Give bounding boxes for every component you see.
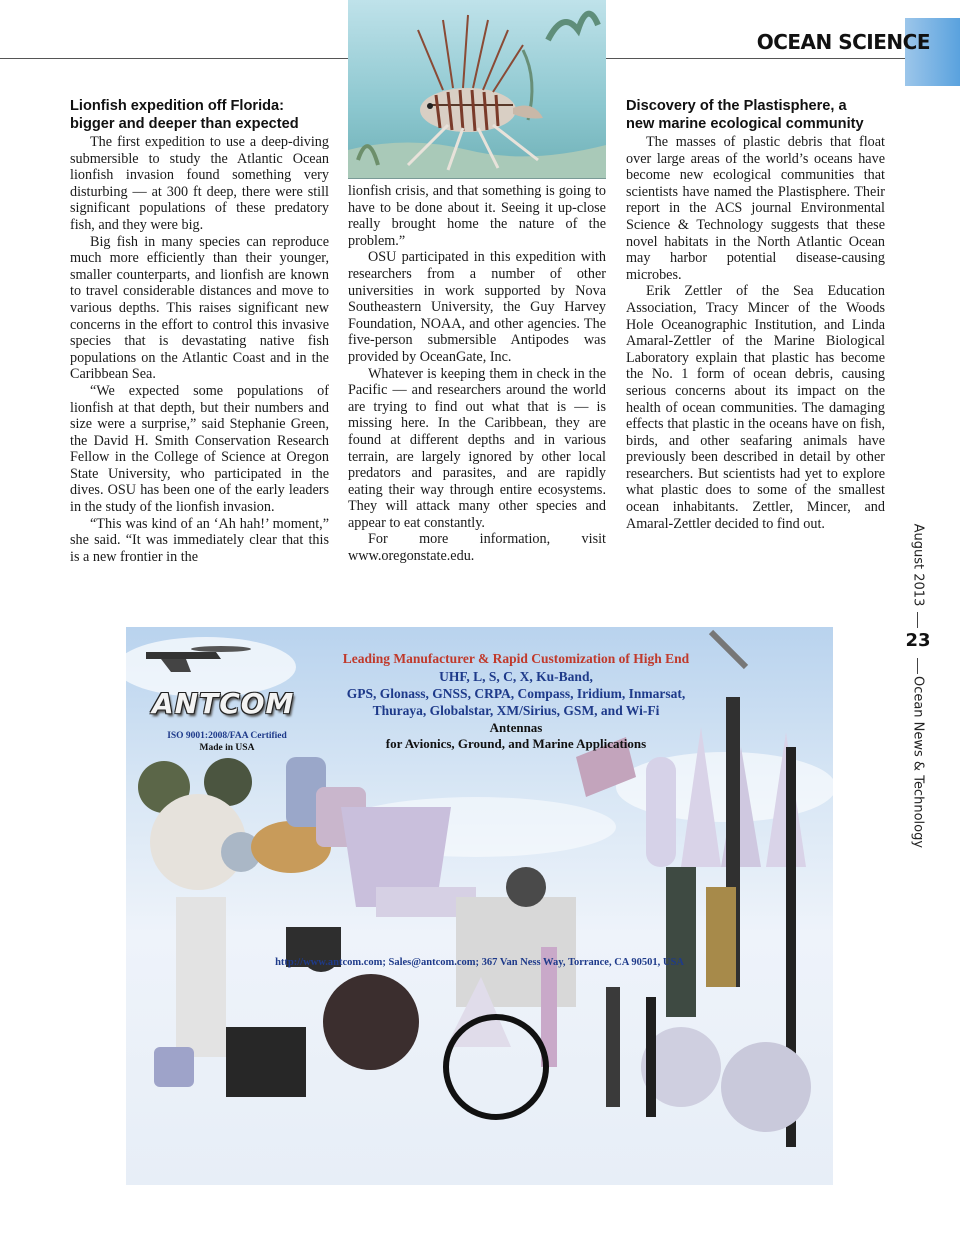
- headline-line: new marine ecological community: [626, 115, 864, 132]
- article-headline: [626, 98, 885, 133]
- lionfish-illustration: [348, 0, 606, 178]
- paragraph: Whatever is keeping them in check in the Pacific — and researchers around the world are trying to find out what that is — is missing here. In the Caribbean, they are found at different depths and in various terrain, are largely ignored by other local predators and parasites, and are rapidly eating their way through entire ecosystems. They will attack many other species and appear to eat constantly.: [348, 365, 606, 531]
- magazine-name: [907, 676, 929, 848]
- sidebar-rule: [917, 658, 918, 674]
- paragraph: “This was kind of an ‘Ah hah!’ moment,” she said. “It was immediately clear that this is a new frontier in the: [70, 515, 329, 565]
- headline-line: Lionfish expedition off Florida:: [70, 98, 285, 114]
- ad-applications: for Avionics, Ground, and Marine Applications: [385, 736, 647, 751]
- headline-line: Discovery of the Plastisphere, a: [626, 98, 847, 114]
- ad-contact-footer: http://www.antcom.com; Sales@antcom.com; 367 Van Ness Way, Torrance, CA 90501, USA: [275, 957, 684, 968]
- magazine-name-text: Ocean News & Technology: [910, 675, 926, 849]
- article-headline: [70, 98, 329, 133]
- ad-product-label: Antennas: [489, 720, 543, 735]
- article-plastisphere-column: [626, 98, 885, 532]
- ad-systems: GPS, Glonass, GNSS, CRPA, Compass, Iridium, Inmarsat,: [346, 686, 686, 701]
- ad-tagline: Leading Manufacturer & Rapid Customization of High End: [342, 651, 690, 666]
- section-label: OCEAN SCIENCE: [756, 30, 930, 54]
- issue-date-text: August 2013: [910, 523, 926, 607]
- paragraph: “We expected some populations of lionfish at that depth, but their numbers and size were a surprise,” said Stephanie Green, the David H. Smith Conservation Research Fellow in the College of Science at Oregon State University, who participated in the dives. OSU has been one of the early leaders in the study of the lionfish invasion.: [70, 382, 329, 516]
- issue-date: [907, 525, 929, 605]
- ad-bands: UHF, L, S, C, X, Ku-Band,: [439, 669, 593, 684]
- paragraph: The masses of plastic debris that float over large areas of the world’s oceans have become new ecological communities that scientists have named the Plastisphere. Their report in the ACS journal Environmental Science & Technology suggests that these novel habitats in the North Atlantic Ocean may harbor potential disease-causing microbes.: [626, 134, 885, 283]
- antcom-logo: ANTCOM: [152, 687, 295, 720]
- paragraph: The first expedition to use a deep-diving submersible to study the Atlantic Ocean lionfish invasion found something very disturbing — at 300 ft deep, there were still significant populations of these predatory fish, and they were big.: [70, 134, 329, 233]
- paragraph: lionfish crisis, and that something is going to have to be done about it. Seeing it up-close really brought home the nature of the problem.”: [348, 183, 606, 249]
- made-in-label: Made in USA: [199, 743, 255, 753]
- article-lionfish-column-2: [348, 183, 606, 565]
- sidebar-rule: [917, 612, 918, 628]
- lionfish-photo: [348, 0, 606, 179]
- antcom-advertisement: [126, 627, 833, 1185]
- paragraph: OSU participated in this expedition with researchers from a number of other universities in work supported by Nova Southeastern University, the Guy Harvey Foundation, NOAA, and other agencies. The five-person submersible Antipodes was provided by OceanGate, Inc.: [348, 249, 606, 365]
- article-lionfish-column-1: [70, 98, 329, 565]
- ad-systems-2: Thuraya, Globalstar, XM/Sirius, GSM, and Wi-Fi: [372, 703, 660, 718]
- paragraph: For more information, visit www.oregonstate.edu.: [348, 531, 606, 565]
- paragraph: Erik Zettler of the Sea Education Association, Tracy Mincer of the Woods Hole Oceanographic Institution, and Linda Amaral-Zettler of the Marine Biological Laboratory explain that plastic has become the No. 1 form of ocean debris, causing serious concerns about its impact on the health of ocean communities. The damaging effects that plastic in the oceans have on fish, birds, and other seafaring animals have previously been described in detail by other researchers. But scientists had yet to explore what plastic does to some of the smallest ocean inhabitants. Zettler, Mincer, and Amaral-Zettler decided to find out.: [626, 283, 885, 532]
- iso-certification: ISO 9001:2008/FAA Certified: [167, 731, 287, 741]
- headline-line: bigger and deeper than expected: [70, 115, 299, 132]
- paragraph: Big fish in many species can reproduce much more efficiently than their younger, smaller counterparts, and lionfish are known to travel considerable distances and move to various depths. This raises significant new concerns in the effort to control this invasive species that is devastating native fish populations on the Atlantic Coast and in the Caribbean Sea.: [70, 233, 329, 383]
- page-number: 23: [905, 630, 931, 651]
